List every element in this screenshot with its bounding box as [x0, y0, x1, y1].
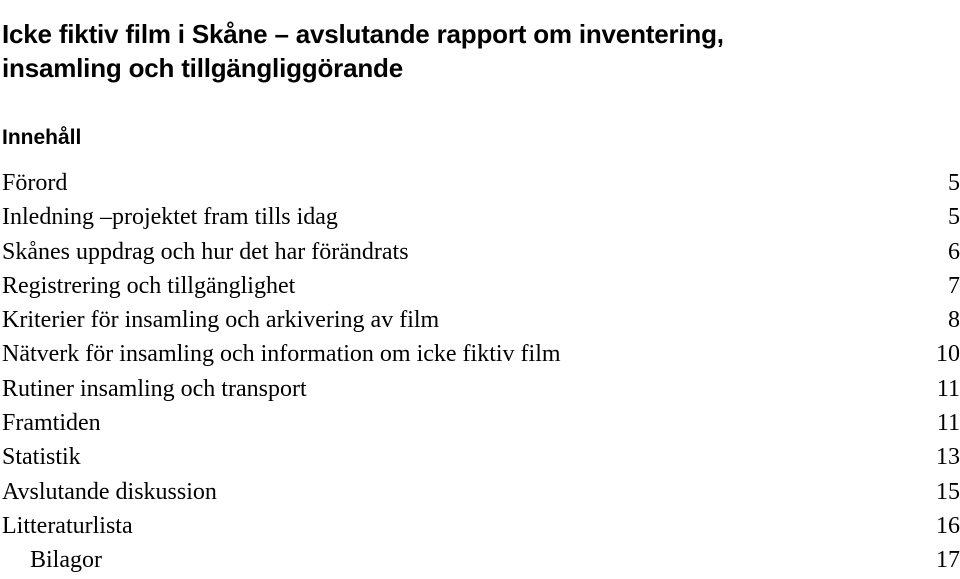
toc-entry-framtiden[interactable] [2, 406, 960, 440]
toc-entry-skanes-uppdrag[interactable] [2, 235, 960, 269]
toc-entry-label: Nätverk för insamling och information om icke fiktiv film [2, 341, 561, 368]
toc-entry-avslutande-diskussion[interactable] [2, 475, 960, 509]
toc-entry-label: Statistik [2, 444, 81, 471]
toc-entry-natverk[interactable] [2, 337, 960, 371]
toc-entry-label: Skånes uppdrag och hur det har förändrats [2, 238, 409, 265]
toc-entry-litteraturlista[interactable] [2, 509, 960, 543]
document-title [2, 17, 952, 85]
toc-entry-page: 10 [936, 341, 960, 368]
toc-entry-forord[interactable] [2, 166, 960, 200]
toc-entry-page: 5 [948, 170, 960, 196]
title-line-2: insamling och tillgängliggörande [2, 53, 403, 84]
toc-entry-page: 5 [948, 204, 960, 231]
toc-entry-bilagor[interactable] [2, 543, 960, 577]
toc-entry-label: Framtiden [2, 410, 101, 437]
toc-entry-statistik[interactable] [2, 440, 960, 474]
toc-entry-page: 16 [936, 512, 960, 539]
toc-entry-label: Rutiner insamling och transport [2, 375, 307, 402]
toc-entry-page: 13 [936, 444, 960, 471]
toc-entry-registrering[interactable] [2, 269, 960, 303]
toc-entry-label: Litteraturlista [2, 512, 133, 539]
toc-entry-page: 11 [936, 410, 960, 437]
toc-entry-page: 6 [948, 238, 960, 265]
toc-entry-page: 11 [936, 375, 960, 402]
toc-entry-page: 15 [936, 478, 960, 505]
toc-entry-label: Avslutande diskussion [2, 478, 217, 505]
toc-entry-label: Kriterier för insamling och arkivering av film [2, 307, 440, 334]
toc-entry-page: 8 [948, 307, 960, 334]
title-line-1: Icke fiktiv film i Skåne – avslutande rapport om inventering, [2, 19, 724, 50]
table-of-contents [2, 166, 960, 578]
toc-entry-label: Bilagor [30, 547, 102, 574]
toc-entry-label: Registrering och tillgänglighet [2, 272, 296, 299]
toc-entry-rutiner[interactable] [2, 372, 960, 406]
toc-heading: Innehåll [2, 126, 82, 149]
toc-entry-page: 7 [948, 272, 960, 299]
toc-entry-label: Inledning –projektet fram tills idag [2, 204, 338, 231]
toc-entry-page: 17 [936, 547, 960, 574]
toc-entry-inledning[interactable] [2, 200, 960, 234]
toc-entry-kriterier[interactable] [2, 303, 960, 337]
toc-entry-label: Förord [2, 170, 68, 196]
